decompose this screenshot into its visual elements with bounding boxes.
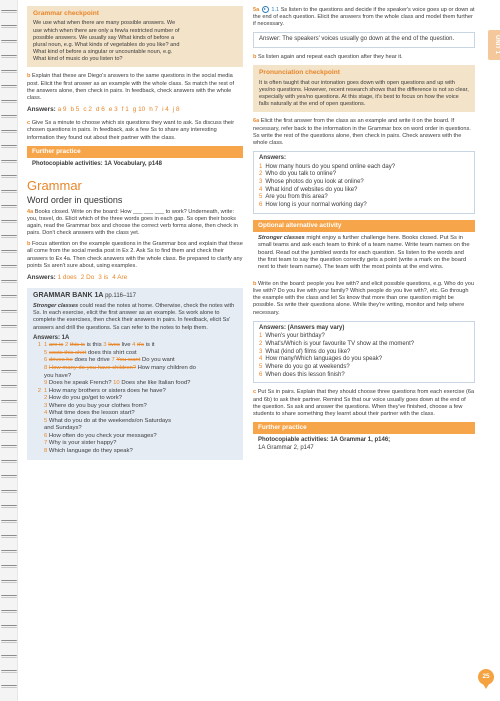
checkpoint-line: plural noun, e.g. What kinds of vegetables do you like? and bbox=[33, 41, 180, 48]
binding-ring bbox=[1, 400, 17, 403]
bank-answer-text bbox=[44, 388, 166, 396]
item-number: 5 bbox=[44, 417, 49, 424]
exercise-6c-instructions bbox=[253, 389, 475, 418]
further-practice-vocab bbox=[27, 146, 243, 172]
exercise-text: Books closed. Write on the board: How ___ ___ ___ to work? Underneath, write: you, travel, do. Elicit which of the three words goes in each gap. Ss open their books again, read the Grammar box and choose the correct verb forms alone, then check in pairs. Don't check answers with the class yet. bbox=[27, 208, 238, 237]
exercise-label: b bbox=[253, 54, 257, 61]
binding-ring bbox=[1, 580, 17, 583]
checkpoint-line: What kind of music do you listen to? bbox=[33, 56, 123, 63]
binding-ring bbox=[1, 655, 17, 658]
answer-number: 3 bbox=[259, 178, 263, 185]
crossed-out-text: this is bbox=[69, 342, 85, 349]
bank-answer-text bbox=[44, 380, 190, 388]
corrected-text: What do you do at the weekends/on Saturdays bbox=[48, 417, 172, 424]
corrected-text: is this bbox=[84, 342, 104, 349]
section-subheading: Word order in questions bbox=[27, 195, 123, 206]
bank-answer-text bbox=[44, 410, 135, 418]
item-number: 6 bbox=[44, 432, 49, 439]
exercise-label: 6a bbox=[253, 118, 260, 125]
further-practice-text: Photocopiable activities: 1A Vocabulary, p148 bbox=[32, 160, 162, 167]
bank-exercise-number bbox=[33, 440, 41, 448]
further-practice-grammar bbox=[253, 422, 475, 456]
binding-ring bbox=[1, 250, 17, 253]
binding-ring bbox=[1, 55, 17, 58]
binding-ring bbox=[1, 430, 17, 433]
answer-item: d 6 bbox=[95, 106, 105, 113]
answer-row bbox=[259, 356, 469, 364]
answer-item: 1 does bbox=[57, 273, 77, 281]
binding-ring bbox=[1, 445, 17, 448]
lead-phrase: Stronger classes bbox=[258, 234, 305, 241]
corrected-text: How many brothers or sisters does he have? bbox=[48, 387, 166, 394]
bank-exercise-number bbox=[33, 395, 41, 403]
exercise-3c-instructions bbox=[27, 120, 243, 141]
answer-text: How long is your normal working day? bbox=[265, 202, 367, 208]
further-practice-line: Photocopiable activities: 1A Grammar 1, p146; bbox=[258, 437, 391, 444]
corrected-text: you have? bbox=[44, 372, 72, 379]
answers-6b bbox=[253, 321, 475, 384]
exercise-text: Ss listen again and repeat each question after they hear it. bbox=[257, 54, 403, 61]
answer-row bbox=[259, 341, 469, 349]
checkpoint-line: What kind of before a singular or uncountable noun, e.g. bbox=[33, 49, 173, 56]
exercise-text: Explain that these are Diego's answers to the same questions in the social media post. Elicit the first answer as an example with the whole class. Ss match the rest of the answers alone, then check in pairs. In feedback, check answers with the whole class. bbox=[27, 73, 235, 101]
answer-number: 5 bbox=[259, 194, 263, 201]
corrected-text: does this shirt cost bbox=[86, 349, 137, 356]
item-number: 5 bbox=[44, 349, 49, 356]
corrected-text: is it bbox=[144, 342, 155, 349]
answer-text: What kind of websites do you like? bbox=[265, 186, 358, 193]
item-number: 2 bbox=[63, 342, 70, 349]
exercise-label: b bbox=[27, 241, 31, 248]
exercise-4b-instructions bbox=[27, 241, 243, 270]
bank-answer-row bbox=[33, 448, 237, 456]
corrected-text: live bbox=[120, 342, 133, 349]
answer-text: Answer: The speakers' voices usually go down at the end of the question. bbox=[259, 36, 455, 43]
item-number: 7 bbox=[111, 357, 117, 364]
further-practice-title: Further practice bbox=[27, 146, 243, 158]
exercise-4a-instructions bbox=[27, 209, 243, 238]
answer-item: f 1 bbox=[121, 106, 129, 113]
answer-text: Who do you talk to online? bbox=[265, 171, 337, 178]
bank-answer-text bbox=[44, 448, 133, 456]
binding-ring bbox=[1, 190, 17, 193]
exercise-text: Elicit the first answer from the class as an example and write it on the board. If necessary, refer back to the information in the Grammar box on word order in questions. Ss write the rest of the questions alone, then check in pairs. Check answers with the whole class. bbox=[253, 118, 471, 146]
binding-ring bbox=[1, 115, 17, 118]
bank-answer-row bbox=[33, 433, 237, 441]
answer-row bbox=[259, 194, 469, 202]
binding-ring bbox=[1, 505, 17, 508]
bank-exercise-number bbox=[33, 365, 41, 373]
audio-icon[interactable] bbox=[262, 6, 269, 13]
optional-body: might enjoy a further challenge here. Books closed. Put Ss in small teams and ask each team to think of a team name. Write team names on the board. Read out the jumbled words for each question. Ss listen to the words and the first team to say the question correctly gets a point (write a mark on the board next to their team name). The team with the most points at the end wins. bbox=[258, 234, 470, 271]
bank-answer-row bbox=[33, 395, 237, 403]
binding-ring bbox=[1, 685, 17, 688]
bank-exercise-number bbox=[33, 418, 41, 426]
bank-answer-row bbox=[33, 380, 237, 388]
answer-row bbox=[259, 202, 469, 210]
exercise-label: b bbox=[27, 73, 31, 80]
grammar-bank-box bbox=[27, 288, 243, 459]
exercise-5a-instructions bbox=[253, 6, 475, 28]
pronunciation-checkpoint-text: It is often taught that our intonation goes down with open questions and up with yes/no questions. However, recent research shows that the difference is not so clear, especially with yes/no questions. At this stage, it's best to focus on how the voice falls naturally at the end of open questions. bbox=[259, 79, 469, 108]
item-number: 6 bbox=[44, 357, 49, 364]
page-number-badge: 25 bbox=[478, 669, 494, 685]
answers-label: Answers: bbox=[27, 273, 56, 281]
grammar-bank-name: GRAMMAR BANK 1A bbox=[33, 292, 104, 300]
binding-ring bbox=[1, 100, 17, 103]
answers-label: Answers: (Answers may vary) bbox=[259, 324, 345, 331]
binding-ring bbox=[1, 40, 17, 43]
answer-text: Are you from this area? bbox=[265, 194, 328, 201]
corrected-text: Why is your sister happy? bbox=[48, 440, 117, 447]
crossed-out-text: it's bbox=[137, 342, 145, 349]
bank-exercise-number bbox=[33, 433, 41, 441]
bank-answer-text bbox=[44, 365, 196, 373]
corrected-text: does he drive bbox=[72, 357, 112, 364]
answer-row bbox=[259, 349, 469, 357]
answers-values bbox=[58, 106, 184, 113]
answer-item: b 5 bbox=[70, 106, 80, 113]
item-number: 2 bbox=[44, 395, 49, 402]
corrected-text: and Sundays? bbox=[44, 425, 82, 432]
checkpoint-line: We use what when there are many possible answers. We bbox=[33, 20, 176, 27]
item-number: 1 bbox=[44, 342, 49, 349]
exercise-text: Put Ss in pairs. Explain that they should choose three questions from each exercise (6a and 6b) to ask their partner. Remind Ss that our voice usually goes down at the end of the question. Ss ask and answer the questions. When they've finished, choose a few students to share something they learnt about their partner with the class. bbox=[253, 389, 475, 417]
binding-ring bbox=[1, 175, 17, 178]
exercise-text: Write on the board: people you live with? and elicit possible questions, e.g. Who do you live with? Do you live with your family? Which people do you live with?, etc. Go through the example with the class and let Ss know that more than one question might be possible. Ss write their questions alone. While they're writing, monitor and help where necessary. bbox=[253, 280, 474, 316]
exercise-label: 5a bbox=[253, 6, 260, 13]
answer-5a bbox=[253, 32, 475, 48]
crossed-out-text: lives bbox=[108, 342, 121, 349]
answer-item: j 8 bbox=[172, 106, 180, 113]
exercise-text: Ss listen to the questions and decide if the speaker's voice goes up or down at the end of each question. Elicit the answers from the whole class and model them further if necessary. bbox=[253, 6, 475, 28]
crossed-out-text: are is bbox=[48, 342, 64, 349]
answer-row bbox=[259, 364, 469, 372]
optional-activity bbox=[253, 220, 475, 275]
bank-exercise-number bbox=[33, 380, 41, 388]
binding-ring bbox=[1, 520, 17, 523]
answer-text: What's/Which is your favourite TV show at the moment? bbox=[265, 341, 415, 348]
binding-ring bbox=[1, 130, 17, 133]
bank-exercise-number: 1 bbox=[37, 342, 41, 349]
optional-activity-title: Optional alternative activity bbox=[253, 220, 475, 232]
binding-ring bbox=[1, 370, 17, 373]
bank-answer-text bbox=[44, 350, 137, 358]
grammar-heading: Grammar bbox=[27, 177, 82, 193]
answer-number: 1 bbox=[259, 163, 263, 170]
bank-answer-row bbox=[33, 403, 237, 411]
optional-activity-text bbox=[253, 232, 475, 275]
exercise-label: c bbox=[253, 389, 257, 396]
corrected-text: How many children do bbox=[136, 364, 196, 371]
answer-row bbox=[259, 179, 469, 187]
binding-ring bbox=[1, 265, 17, 268]
binding-ring bbox=[1, 355, 17, 358]
binding-ring bbox=[1, 280, 17, 283]
binding-ring bbox=[1, 550, 17, 553]
answer-row bbox=[259, 372, 469, 380]
answer-number: 1 bbox=[259, 333, 263, 340]
item-number: 4 bbox=[132, 342, 138, 349]
crossed-out-text: How many do you have children? bbox=[48, 364, 137, 371]
bank-answer-text bbox=[44, 440, 116, 448]
answer-item: 2 Do bbox=[80, 273, 95, 281]
binding-ring bbox=[1, 385, 17, 388]
further-practice-line: 1A Grammar 2, p147 bbox=[258, 444, 314, 451]
bank-answer-row bbox=[33, 425, 237, 433]
binding-ring bbox=[1, 670, 17, 673]
bank-answer-text bbox=[44, 425, 82, 433]
answers-values bbox=[58, 274, 132, 281]
item-number: 3 bbox=[103, 342, 109, 349]
further-practice-text bbox=[253, 434, 475, 455]
answers-label: Answers: bbox=[27, 106, 56, 113]
binding-ring bbox=[1, 295, 17, 298]
checkpoint-line: possible answers. We usually say What kinds of before a bbox=[33, 34, 175, 41]
binding-ring bbox=[1, 595, 17, 598]
bank-answer-text bbox=[44, 433, 157, 441]
bank-exercise-number bbox=[33, 350, 41, 358]
corrected-text: How do you go/get to work? bbox=[48, 395, 122, 402]
bank-answer-text bbox=[44, 373, 71, 381]
bank-answer-text bbox=[44, 418, 171, 426]
answer-row bbox=[259, 171, 469, 179]
item-number: 9 bbox=[44, 380, 49, 387]
corrected-text: Which language do they speak? bbox=[48, 448, 133, 454]
bank-answer-row bbox=[33, 410, 237, 418]
answer-item: c 2 bbox=[83, 106, 92, 113]
bank-answer-row bbox=[33, 342, 237, 350]
answer-number: 6 bbox=[259, 371, 263, 378]
item-number: 7 bbox=[44, 440, 49, 447]
binding-ring bbox=[1, 565, 17, 568]
bank-answer-row bbox=[33, 357, 237, 365]
exercise-text: Focus attention on the example questions in the Grammar box and explain that these all come from the social media post in Ex 2. Ask Ss to find them and check their answers to Ex 4a. Then check answers with the whole class. Be prepared to clarify any points Ss aren't sure about, using examples. bbox=[27, 241, 243, 269]
binding-ring bbox=[1, 205, 17, 208]
corrected-text: Do you want bbox=[140, 357, 175, 364]
binding-ring bbox=[1, 475, 17, 478]
answer-number: 3 bbox=[259, 348, 263, 355]
grammar-bank-title bbox=[33, 292, 237, 301]
item-number: 4 bbox=[44, 410, 49, 417]
corrected-text: How often do you check your messages? bbox=[48, 432, 157, 439]
binding-ring bbox=[1, 70, 17, 73]
bank-answer-row bbox=[33, 440, 237, 448]
bank-exercise-number bbox=[33, 357, 41, 365]
exercise-label: b bbox=[253, 280, 257, 287]
answer-number: 5 bbox=[259, 364, 263, 371]
exercise-6b-instructions bbox=[253, 281, 475, 317]
binding-ring bbox=[1, 460, 17, 463]
checkpoint-line: use which when there are only a few/a restricted number of bbox=[33, 27, 180, 34]
bank-answer-text bbox=[44, 342, 155, 350]
answer-text: What (kind of) films do you like? bbox=[265, 348, 351, 355]
grammar-checkpoint-title: Grammar checkpoint bbox=[33, 10, 99, 17]
answer-number: 6 bbox=[259, 202, 263, 208]
binding-ring bbox=[1, 325, 17, 328]
answers-list bbox=[259, 333, 469, 379]
bank-exercise-number bbox=[33, 403, 41, 411]
exercise-5b-instructions bbox=[253, 54, 475, 61]
answer-row bbox=[259, 187, 469, 195]
unit-side-tab: UNIT 1 bbox=[488, 30, 500, 60]
exercise-label: c bbox=[27, 120, 31, 127]
answer-item: 3 is bbox=[98, 273, 109, 281]
answers-label: Answers: 1A bbox=[33, 334, 70, 341]
answers-6a bbox=[253, 151, 475, 214]
binding-ring bbox=[1, 235, 17, 238]
answer-number: 2 bbox=[259, 171, 263, 178]
corrected-text: Does she like Italian food? bbox=[121, 380, 191, 387]
answer-text: When's your birthday? bbox=[265, 333, 325, 340]
binding-ring bbox=[1, 415, 17, 418]
bank-answer-row bbox=[33, 418, 237, 426]
item-number: 3 bbox=[44, 402, 49, 409]
item-number: 10 bbox=[113, 380, 122, 387]
exercise-6a-instructions bbox=[253, 118, 475, 147]
grammar-checkpoint-text bbox=[33, 20, 237, 63]
bank-body: could read the notes at home. Otherwise, check the notes with Ss. In each exercise, elicit the first answer as an example. Ss work alone to complete the exercises, then check their answers in pairs. In feedback, elicit Ss' answers and drill the questions. Ss can refer to the notes to help them. bbox=[33, 303, 235, 331]
crossed-out-text: drives he bbox=[48, 357, 73, 364]
grammar-checkpoint-box bbox=[27, 6, 243, 67]
bank-exercise-number bbox=[33, 410, 41, 418]
item-number: 8 bbox=[44, 364, 49, 371]
bank-exercise-number bbox=[33, 448, 41, 456]
answer-item: g 10 bbox=[132, 106, 146, 113]
binding-ring bbox=[1, 625, 17, 628]
binding-ring bbox=[1, 145, 17, 148]
bank-answer-text bbox=[44, 403, 147, 411]
exercise-label: 4a bbox=[27, 208, 34, 215]
item-number: 8 bbox=[44, 448, 49, 454]
binding-ring bbox=[1, 310, 17, 313]
pronunciation-checkpoint-title: Pronunciation checkpoint bbox=[259, 69, 340, 77]
answer-item: a 9 bbox=[57, 106, 67, 113]
bank-exercise-number bbox=[33, 425, 41, 433]
answer-number: 2 bbox=[259, 341, 263, 348]
binding-ring bbox=[1, 160, 17, 163]
binding-ring bbox=[1, 610, 17, 613]
bank-exercise-number bbox=[33, 373, 41, 381]
spiral-binding bbox=[0, 0, 18, 701]
answer-number: 4 bbox=[259, 356, 263, 363]
grammar-bank-text bbox=[33, 303, 237, 332]
binding-ring bbox=[1, 490, 17, 493]
corrected-text: What time does the lesson start? bbox=[48, 410, 135, 417]
bank-answer-row bbox=[33, 365, 237, 373]
answer-text: When does this lesson finish? bbox=[265, 371, 345, 378]
crossed-out-text: costs this shirt bbox=[48, 349, 87, 356]
answers-list bbox=[259, 164, 469, 210]
corrected-text: Where do you buy your clothes from? bbox=[48, 402, 147, 409]
answer-item: 4 Are bbox=[112, 273, 128, 281]
answer-item: h 7 bbox=[149, 106, 159, 113]
answer-text: Whose photos do you look at online? bbox=[265, 178, 364, 185]
answers-label: Answers: bbox=[259, 154, 287, 161]
answer-text: How many/Which languages do you speak? bbox=[265, 356, 383, 363]
answer-number: 4 bbox=[259, 186, 263, 193]
bank-answer-text bbox=[44, 395, 122, 403]
answer-text: How many hours do you spend online each day? bbox=[265, 163, 396, 170]
lead-phrase: Stronger classes bbox=[33, 303, 79, 310]
binding-ring bbox=[1, 85, 17, 88]
binding-ring bbox=[1, 220, 17, 223]
corrected-text: Does he speak French? bbox=[48, 380, 114, 387]
answer-item: e 3 bbox=[108, 106, 118, 113]
bank-answer-text bbox=[44, 357, 175, 365]
binding-ring bbox=[1, 640, 17, 643]
right-column bbox=[253, 6, 475, 462]
exercise-3b-instructions bbox=[27, 73, 243, 102]
binding-ring bbox=[1, 535, 17, 538]
bank-answer-row bbox=[33, 350, 237, 358]
binding-ring bbox=[1, 340, 17, 343]
bank-answer-row bbox=[33, 388, 237, 396]
answer-item: i 4 bbox=[162, 106, 169, 113]
crossed-out-text: You want bbox=[116, 357, 141, 364]
answers-3b bbox=[27, 106, 243, 114]
binding-ring bbox=[1, 10, 17, 13]
answer-text: Where do you go at weekends? bbox=[265, 364, 350, 371]
item-number: 1 bbox=[44, 387, 49, 394]
binding-ring bbox=[1, 25, 17, 28]
bank-exercise-number: 2 bbox=[37, 387, 41, 394]
grammar-bank-answers bbox=[33, 342, 237, 455]
grammar-bank-pages: pp.116–117 bbox=[105, 293, 136, 300]
audio-track-number: 1.1 bbox=[271, 6, 280, 13]
answers-4 bbox=[27, 274, 243, 282]
further-practice-title: Further practice bbox=[253, 422, 475, 434]
bank-answer-row bbox=[33, 373, 237, 381]
answer-row bbox=[259, 164, 469, 172]
pronunciation-checkpoint-box bbox=[253, 65, 475, 112]
exercise-text: Give Ss a minute to choose which six questions they want to ask. Ss discuss their chosen questions in pairs. In feedback, ask a few Ss to share any interesting information they found out about their partner with the class. bbox=[27, 120, 235, 141]
answer-row bbox=[259, 333, 469, 341]
left-column bbox=[27, 6, 243, 466]
